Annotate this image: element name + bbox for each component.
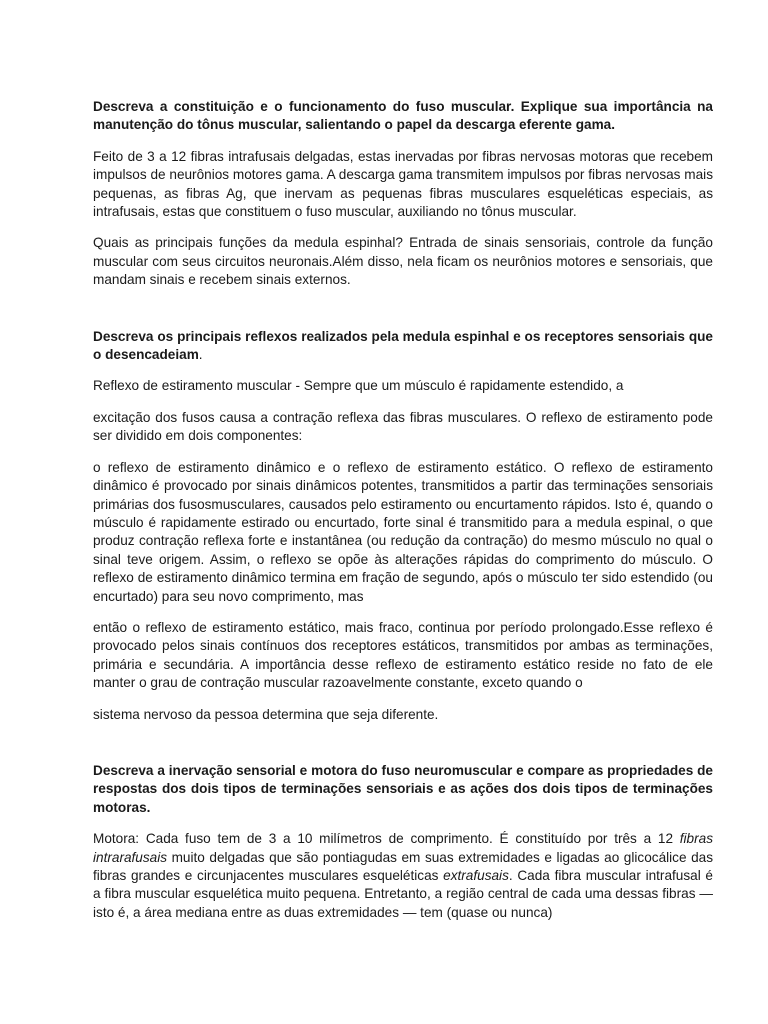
question-fuso-muscular: Descreva a constituição e o funcionamento do fuso muscular. Explique sua importância na manutenção do tônus muscular, salientando o papel da descarga eferente gama. (93, 99, 713, 133)
question-reflexos-period: . (198, 347, 203, 363)
question-reflexos-text: Descreva os principais reflexos realizados pela medula espinhal e os receptores sensoriais que o desencadeiam (93, 328, 713, 363)
answer-motora-em1: fibras intrarafusais (93, 831, 713, 865)
document-page (93, 98, 713, 922)
paragraph-reflexo-estatico: então o reflexo de estiramento estático, mais fraco, continua por período prolongado.Esse reflexo é provocado pelos sinais contínuos dos receptores estáticos, transmitidos por ambas as terminações, primária e secundária. A importância desse reflexo de estiramento estático reside no fato de ele manter o grau de contração muscular razoavelmente constante, exceto quando o (93, 619, 713, 691)
answer-motora-part2: muito delgadas que são pontiagudas em suas extremidades e ligadas ao glicocálice das fibras grandes e circunjacentes musculares esqueléticas (93, 849, 713, 883)
answer-motora-part1: Motora: Cada fuso tem de 3 a 10 milímetros de comprimento. É constituído por três a 12 (93, 831, 680, 847)
paragraph-sistema-nervoso: sistema nervoso da pessoa determina que seja diferente. (93, 706, 439, 722)
answer-motora-em2: extrafusais (443, 868, 509, 883)
question-inervacao-fuso: Descreva a inervação sensorial e motora do fuso neuromuscular e compare as propriedades de respostas dos dois tipos de terminações sensoriais e as ações dos dois tipos de terminações motoras. (93, 762, 713, 815)
answer-fuso-muscular: Feito de 3 a 12 fibras intrafusais delgadas, estas inervadas por fibras nervosas motoras que recebem impulsos de neurônios motores gama. A descarga gama transmitem impulsos por fibras nervosas mais pequenas, as fibras Ag, que inervam as pequenas fibras musculares esqueléticas especiais, as intrafusais, estas que constituem o fuso muscular, auxiliando no tônus muscular. (93, 148, 713, 220)
paragraph-reflexo-estiramento-1: Reflexo de estiramento muscular - Sempre que um músculo é rapidamente estendido, a (93, 378, 624, 394)
paragraph-reflexo-dinamico: o reflexo de estiramento dinâmico e o reflexo de estiramento estático. O reflexo de estiramento dinâmico é provocado por sinais dinâmicos potentes, transmitidos a partir das terminações sensoriais primárias dos fusosmusculares, causados pelo estiramento ou encurtamento rápidos. Isto é, quando o músculo é rapidamente estirado ou encurtado, forte sinal é transmitido para a medula espinal, o que produz contração reflexa forte e instantânea (ou redução da contração) do mesmo músculo no qual o sinal teve origem. Assim, o reflexo se opõe às alterações rápidas do comprimento do músculo. O reflexo de estiramento dinâmico termina em fração de segundo, após o músculo ter sido estendido (ou encurtado) para seu novo comprimento, mas (93, 459, 713, 604)
answer-motora-part3: . Cada fibra muscular intrafusal é a fibra muscular esquelética muito pequena. Entretanto, a região central de cada uma dessas fibras — isto é, a área mediana entre as duas extremidades — tem (quase ou nunca) (93, 868, 713, 920)
paragraph-funcoes-medula: Quais as principais funções da medula espinhal? Entrada de sinais sensoriais, controle da função muscular com seus circuitos neuronais.Além disso, nela ficam os neurônios motores e sensoriais, que mandam sinais e recebem sinais externos. (93, 235, 713, 288)
question-reflexos-medula (93, 328, 713, 365)
paragraph-reflexo-estiramento-2: excitação dos fusos causa a contração reflexa das fibras musculares. O reflexo de estiramento pode ser dividido em dois componentes: (93, 409, 713, 444)
answer-inervacao-motora (93, 830, 713, 922)
